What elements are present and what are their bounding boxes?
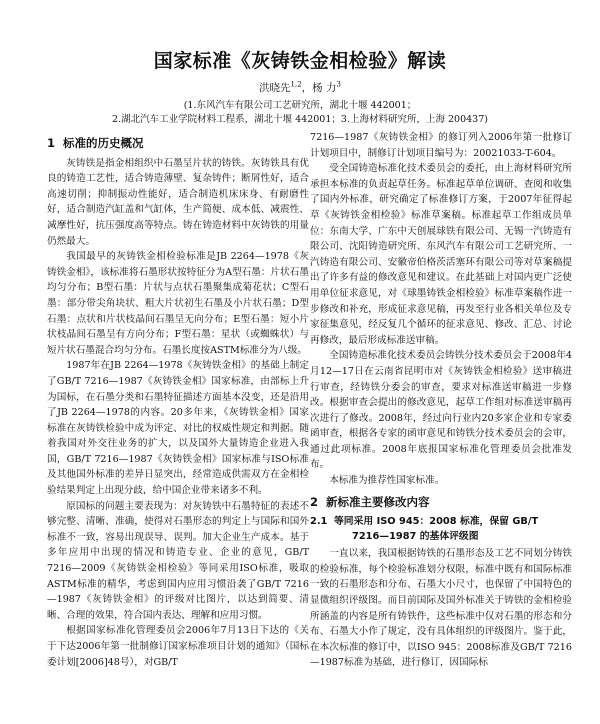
author-line xyxy=(0,80,600,95)
section-number: 2 xyxy=(310,494,319,509)
section-title: 标准的历史概况 xyxy=(63,136,144,150)
body-paragraph: 灰铸铁是指金相组织中石墨呈片状的铸铁。灰铸铁具有优良的铸造工艺性，适合铸造薄壁、复杂铸件；断屑性好，适合高速切削；抑制振动性能好，适合制造机床床身、有耐磨性好，适合制造汽缸盖和气缸体，生产简便、成本低、减震性、减摩性好，抗压强度高等特点。铸在铸造材料中灰铸铁的用量仍然最大。 xyxy=(47,157,309,247)
author-name: 杨 力 xyxy=(312,82,337,94)
body-paragraph: 7216—1987《灰铸铁金相》的修订列入2006年第一批修订计划项目中，制修订计划项目编号为：20021033-T-604。 xyxy=(310,132,572,159)
body-paragraph: 受全国铸造标准化技术委员会的委托，由上海材料研究所承担本标准的负责起草任务。标准起草单位调研、查阅和收集了国内外标准，研究确定了标准修订方案，于2007年征得起草《灰铸铁金相检验》标准草案稿。标准起草工作组成员单位：东南大学、广东中天创展球铁有限公司、无锡一汽铸造有限公司、沈阳铸造研究所、东风汽车有限公司工艺研究所、一汽铸造有限公司、安徽帝伯格茨活塞环有限公司等对草案稿提出了许多有益的修改意见和建议。在此基础上对国内更广泛使用单位征求意见，对《球墨铸铁金相检验》标准草案稿作进一步修改和补充，形成征求意见稿，再发至行业各相关单位及专家征集意见，经反复几个循环的征求意见、修改、汇总、讨论再修改，最后形成标准送审稿。 xyxy=(310,163,572,346)
body-paragraph: 本标准为推荐性国家标准。 xyxy=(329,475,445,487)
body-paragraph: 原国标的问题主要表现为：对灰铸铁中石墨特征的表述不够完整、清晰、准确，使得对石墨形态的判定上与国际和国外标准不一致，容易出现误导、误判。加大企业生产成本。基于多年应用中出现的情况和铸造专业、企业的意见，GB/T 7216—2009《灰铸铁金相检验》等同采用ISO标准，吸取ASTM标准的精华，考虑到国内应用习惯沿袭了GB/T 7216—1987《灰铸铁金相》的评级对比图片，以达到简要、清晰、合理的效果，符合国内表达、理解和应用习惯。 xyxy=(47,500,309,621)
subsection-number: 2.1 xyxy=(310,516,328,528)
subsection-title: 等同采用 ISO 945：2008 标准，保留 GB/T xyxy=(334,516,539,528)
subsection-heading xyxy=(310,514,572,544)
body-paragraph: 一直以来，我国根据铸铁的石墨形态及工艺不同划分铸铁的检验标准，每个检验标准划分权限，标准中既有和国际标准一致的石墨形态和分布、石墨大小尺寸，也保留了中国特色的显微组织评级图。而目前国际及国外标准关于铸铁的金相检验所涵盖的内容是所有铸铁件，这些标准中仅对石墨的形态和分布、石墨大小作了规定，没有具体组织的评级图片。鉴于此，在本次标准的修订中，以ISO 945：2008标准及GB/T 7216—1987标准为基础，进行修订，因国际标 xyxy=(310,548,572,669)
affiliation-line: 2.湖北汽车工业学院材料工程系，湖北十堰 442001；3.上海材料研究所，上海 200437) xyxy=(112,114,488,125)
left-column xyxy=(47,130,309,724)
section-heading xyxy=(310,495,572,511)
section-number: 1 xyxy=(47,136,56,150)
affiliation-line: (1.东风汽车有限公司工艺研究所，湖北十堰 442001； xyxy=(183,100,417,111)
section-title: 新标准主要修改内容 xyxy=(326,494,430,509)
body-paragraph: 全国铸造标准化技术委员会铸铁分技术委员会于2008年4月12—17日在云南省昆明市对《灰铸铁金相检验》送审稿进行审查，经铸铁分委会的审查，要求对标准送审稿进一步修改。根据审查会提出的修改意见，起草工作组对标准送审稿再次进行了修改。2008年，经过向行业内20多家企业和专家委函审查，根据各专家的函审意见和铸铁分技术委员会的会审，通过此项标准。2008年底报国家标准化管理委员会批准发布。 xyxy=(310,350,572,471)
author-separator: ， xyxy=(301,82,313,94)
author-name: 洪晓先 xyxy=(259,82,291,94)
body-paragraph: 1987年在JB 2264—1978《灰铸铁金相》的基础上制定了GB/T 7216—1987《灰铸铁金相》国家标准，由部标上升为国标，在石墨分类和石墨特征描述方面基本没变，还是沿用了JB 2264—1978的内容。20多年来，《灰铸铁金相》国家标准在灰铸铁检验中成为评定、对比的权威性规定和判据。随着我国对外交往业务的扩大，以及国外大量铸造企业进入我国，GB/T 7216—1987《灰铸铁金相》国家标准与ISO标准及其他国外标准的差异日显突出，经常造成供需双方在金相检验结果判定上出现分歧，给中国企业带来诸多不利。 xyxy=(47,360,309,497)
section-heading xyxy=(47,136,309,152)
author-superscript: 3 xyxy=(336,80,341,89)
right-column xyxy=(310,130,572,724)
paper-title: 国家标准《灰铸铁金相检验》解读 xyxy=(153,50,447,72)
subsection-title-continued: 7216—1987 的基体评级图 xyxy=(352,531,479,543)
body-paragraph: 我国最早的灰铸铁金相检验标准是JB 2264—1978《灰铸铁金相》，该标准将石墨形状按特征分为A型石墨：片状石墨均匀分布；B型石墨：片状与点状石墨聚集成菊花状；C型石墨：部分带尖角块状、粗大片状初生石墨及小片状石墨；D型石墨：点状和片状枝晶间石墨呈无向分布；E型石墨：短小片状枝晶间石墨呈有方向分布；F型石墨：星状（或蜘蛛状）与短片状石墨混合均匀分布。石墨长度按ASTM标准分为八级。 xyxy=(47,251,309,356)
body-paragraph: 根据国家标准化管理委员会2006年7月13日下达的《关于下达2006年第一批制修订国家标准项目计划的通知》（国标委计划[2006]48号），对GB/T xyxy=(47,625,309,668)
author-superscript: 1,2 xyxy=(290,80,302,89)
